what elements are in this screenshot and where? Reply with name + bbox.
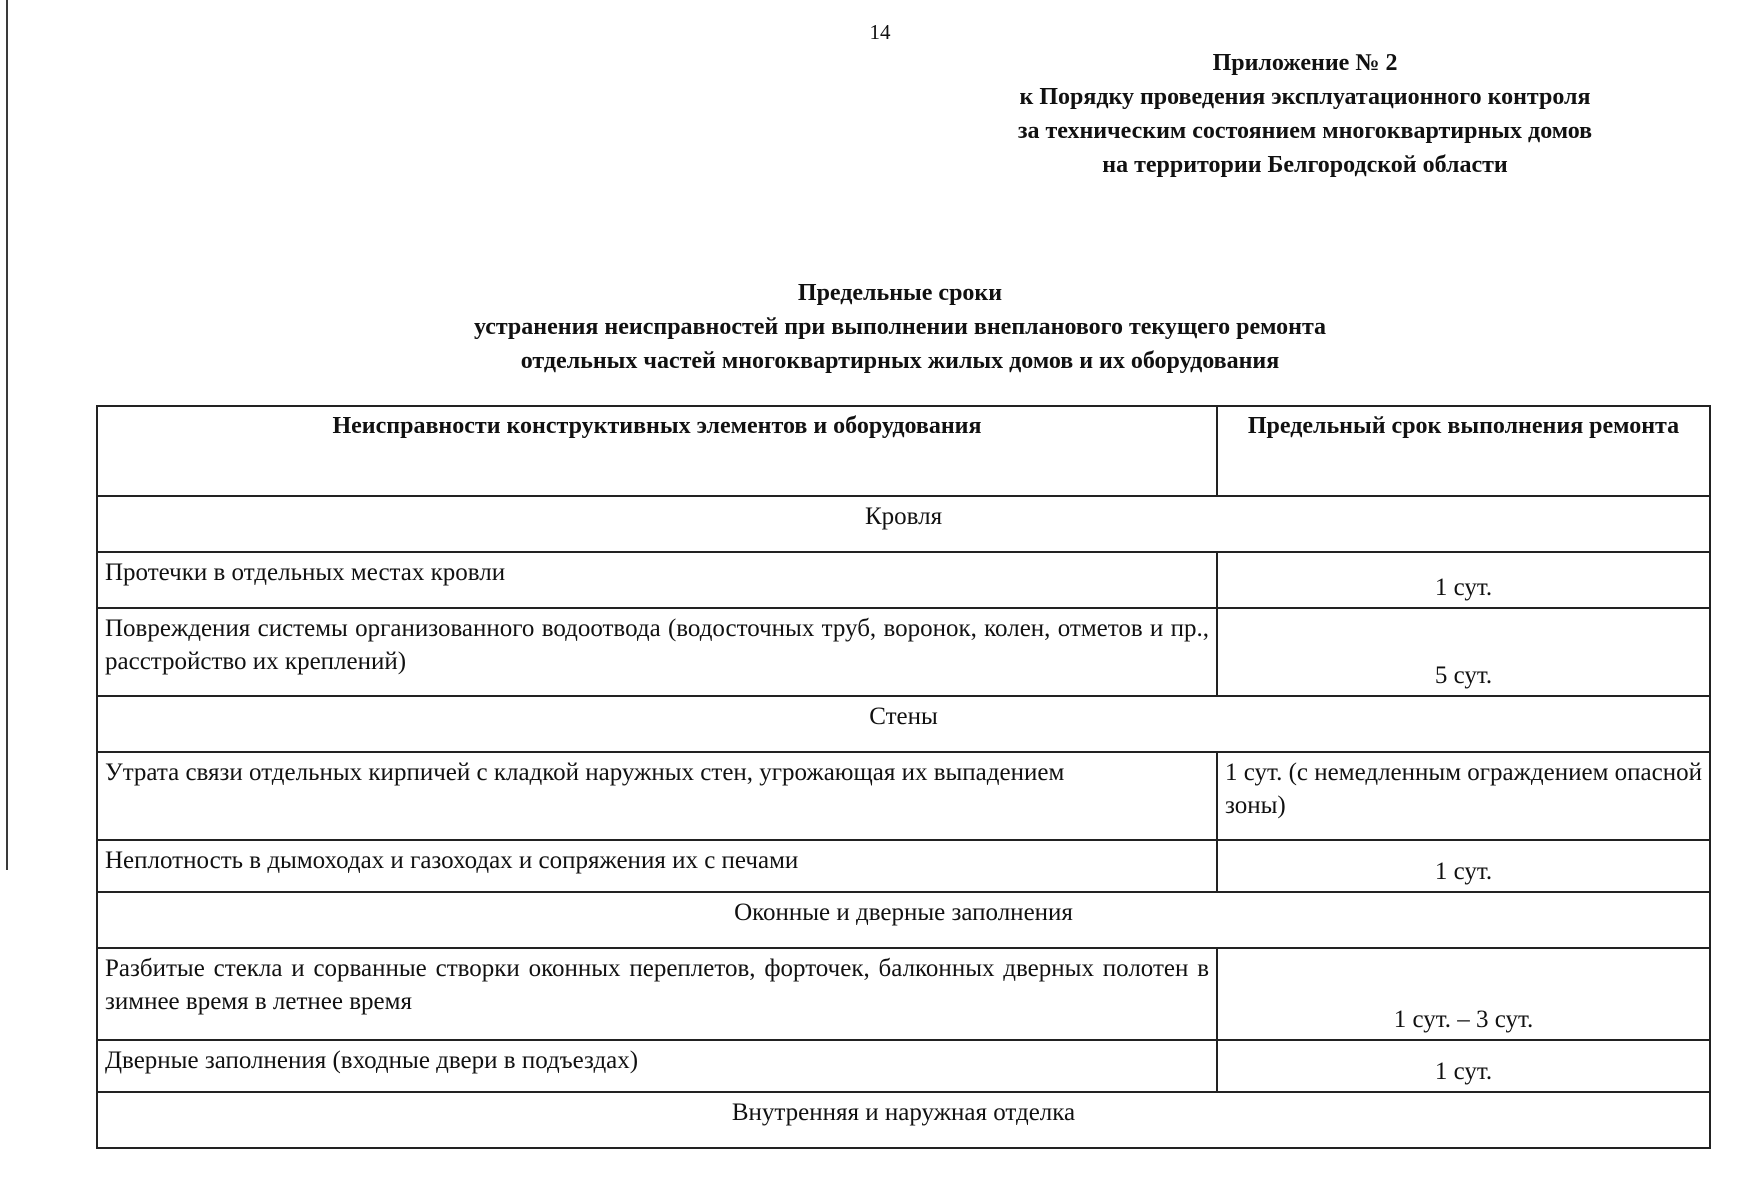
title-line: Предельные сроки xyxy=(797,280,1003,306)
term-cell: 1 сут. (с немедленным ограждением опасной зоны) xyxy=(1217,752,1710,840)
section-row xyxy=(97,1092,1710,1148)
section-title-windows-doors: Оконные и дверные заполнения xyxy=(97,892,1710,948)
term-cell: 1 сут. xyxy=(1217,840,1710,892)
table-header-row xyxy=(97,406,1710,496)
term-cell: 5 сут. xyxy=(1217,608,1710,696)
defect-cell: Дверные заполнения (входные двери в подъездах) xyxy=(97,1040,1217,1092)
section-row xyxy=(97,696,1710,752)
section-title-finishing: Внутренняя и наружная отделка xyxy=(97,1092,1710,1148)
section-row xyxy=(97,496,1710,552)
table-row xyxy=(97,840,1710,892)
scan-edge-line xyxy=(6,0,8,870)
title-line: устранения неисправностей при выполнении внепланового текущего ремонта xyxy=(473,314,1327,340)
appendix-line: за техническим состоянием многоквартирных домов xyxy=(1017,118,1593,144)
defect-cell: Повреждения системы организованного водоотвода (водосточных труб, воронок, колен, отметов и пр., расстройство их креплений) xyxy=(97,608,1217,696)
title-line: отдельных частей многоквартирных жилых домов и их оборудования xyxy=(520,348,1280,374)
defect-cell: Неплотность в дымоходах и газоходах и сопряжения их с печами xyxy=(97,840,1217,892)
defect-cell: Протечки в отдельных местах кровли xyxy=(97,552,1217,608)
page-number: 14 xyxy=(869,20,891,44)
table-row xyxy=(97,948,1710,1040)
table-row xyxy=(97,552,1710,608)
appendix-line: Приложение № 2 xyxy=(1212,50,1398,76)
section-row xyxy=(97,892,1710,948)
term-cell: 1 сут. – 3 сут. xyxy=(1217,948,1710,1040)
repair-terms-table xyxy=(96,405,1711,1149)
table-row xyxy=(97,608,1710,696)
term-cell: 1 сут. xyxy=(1217,1040,1710,1092)
defect-cell: Разбитые стекла и сорванные створки оконных переплетов, форточек, балконных дверных полотен в зимнее время в летнее время xyxy=(97,948,1217,1040)
header-defects: Неисправности конструктивных элементов и оборудования xyxy=(97,406,1217,496)
term-cell: 1 сут. xyxy=(1217,552,1710,608)
appendix-header xyxy=(955,46,1655,182)
header-deadline: Предельный срок выполнения ремонта xyxy=(1217,406,1710,496)
appendix-line: к Порядку проведения эксплуатационного контроля xyxy=(1019,84,1591,110)
document-title xyxy=(0,276,1760,378)
table-row xyxy=(97,1040,1710,1092)
section-title-roof: Кровля xyxy=(97,496,1710,552)
defect-cell: Утрата связи отдельных кирпичей с кладкой наружных стен, угрожающая их выпадением xyxy=(97,752,1217,840)
table-row xyxy=(97,752,1710,840)
section-title-walls: Стены xyxy=(97,696,1710,752)
appendix-line: на территории Белгородской области xyxy=(1102,152,1508,178)
